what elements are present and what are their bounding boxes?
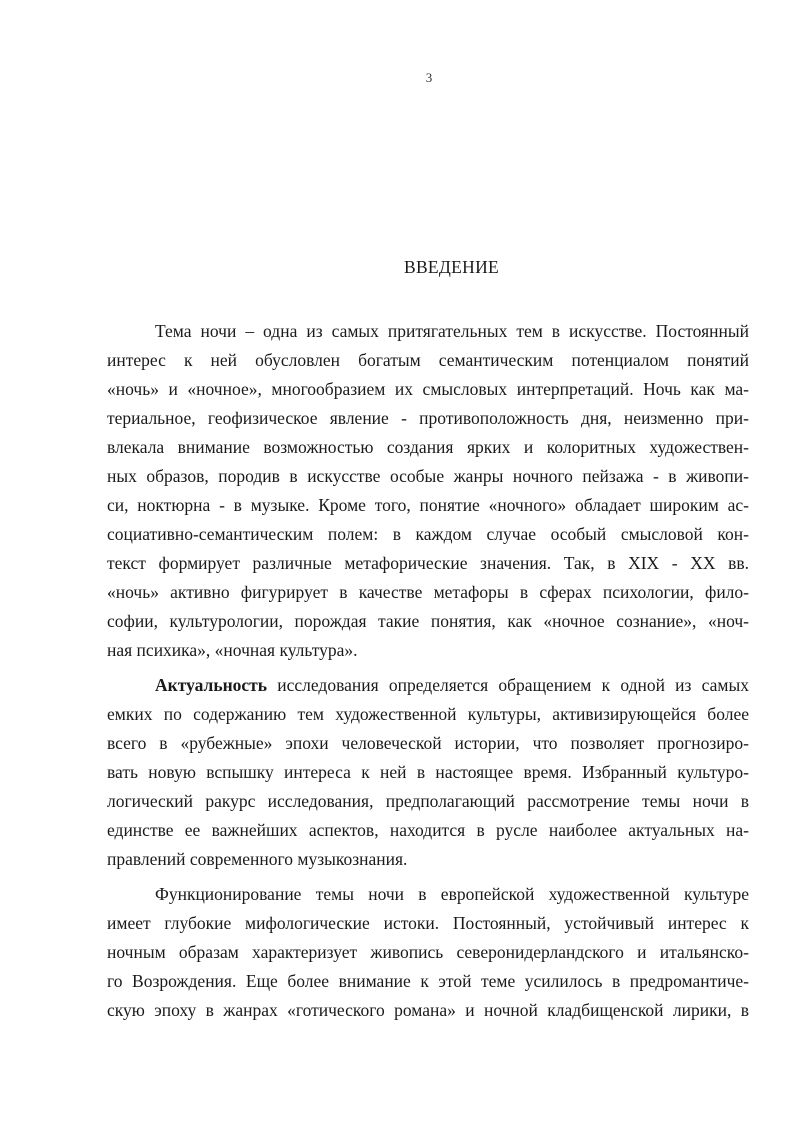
page-number: 3 [425,70,433,85]
text-line: логический ракурс исследования, предполагающий рассмотрение темы ночи в [107,791,749,811]
text-line: ных образов, породив в искусстве особые жанры ночного пейзажа - в живопи- [107,466,749,486]
term-aktualnost: Актуальность [155,675,268,695]
text-line: софии, культурологии, порождая такие понятия, как «ночное сознание», «ноч- [107,611,749,631]
text-line: имеет глубокие мифологические истоки. Постоянный, устойчивый интерес к [107,913,749,933]
text-line: влекала внимание возможностью создания ярких и колоритных художествен- [107,437,749,457]
text-line: емких по содержанию тем художественной культуры, активизирующейся более [107,704,749,724]
paragraph-3 [107,880,749,1025]
text-line: ночным образам характеризует живопись северонидерландского и итальянско- [107,942,749,962]
text-line: правлений современного музыкознания. [107,849,408,869]
body-text [107,317,749,1025]
text-fragment: исследования определяется обращением к одной из самых [267,675,749,695]
text-line: всего в «рубежные» эпохи человеческой истории, что позволяет прогнозиро- [107,733,749,753]
text-line: единстве ее важнейших аспектов, находится в русле наиболее актуальных на- [107,820,749,840]
text-line: текст формирует различные метафорические значения. Так, в XIX - XX вв. [107,553,749,573]
text-line: скую эпоху в жанрах «готического романа» и ночной кладбищенской лирики, в [107,1000,749,1020]
text-line: вать новую вспышку интереса к ней в настоящее время. Избранный культуро- [107,762,749,782]
text-line: си, ноктюрна - в музыке. Кроме того, понятие «ночного» обладает широким ас- [107,495,749,515]
paragraph-2 [107,671,749,874]
text-line: териальное, геофизическое явление - противоположность дня, неизменно при- [107,408,749,428]
text-line: социативно-семантическим полем: в каждом случае особый смысловой кон- [107,524,749,544]
text-line: го Возрождения. Еще более внимание к этой теме усилилось в предромантиче- [107,971,749,991]
text-line: «ночь» активно фигурирует в качестве метафоры в сферах психологии, фило- [107,582,749,602]
text-line-with-term [107,671,749,700]
paragraph-1 [107,317,749,665]
text-line: Функционирование темы ночи в европейской художественной культуре [155,884,749,904]
section-heading: ВВЕДЕНИЕ [403,257,500,277]
text-line: «ночь» и «ночное», многообразием их смысловых интерпретаций. Ночь как ма- [107,379,749,399]
text-line: интерес к ней обусловлен богатым семантическим потенциалом понятий [107,350,749,370]
text-line: Тема ночи – одна из самых притягательных тем в искусстве. Постоянный [155,321,749,341]
text-line: ная психика», «ночная культура». [107,640,358,660]
